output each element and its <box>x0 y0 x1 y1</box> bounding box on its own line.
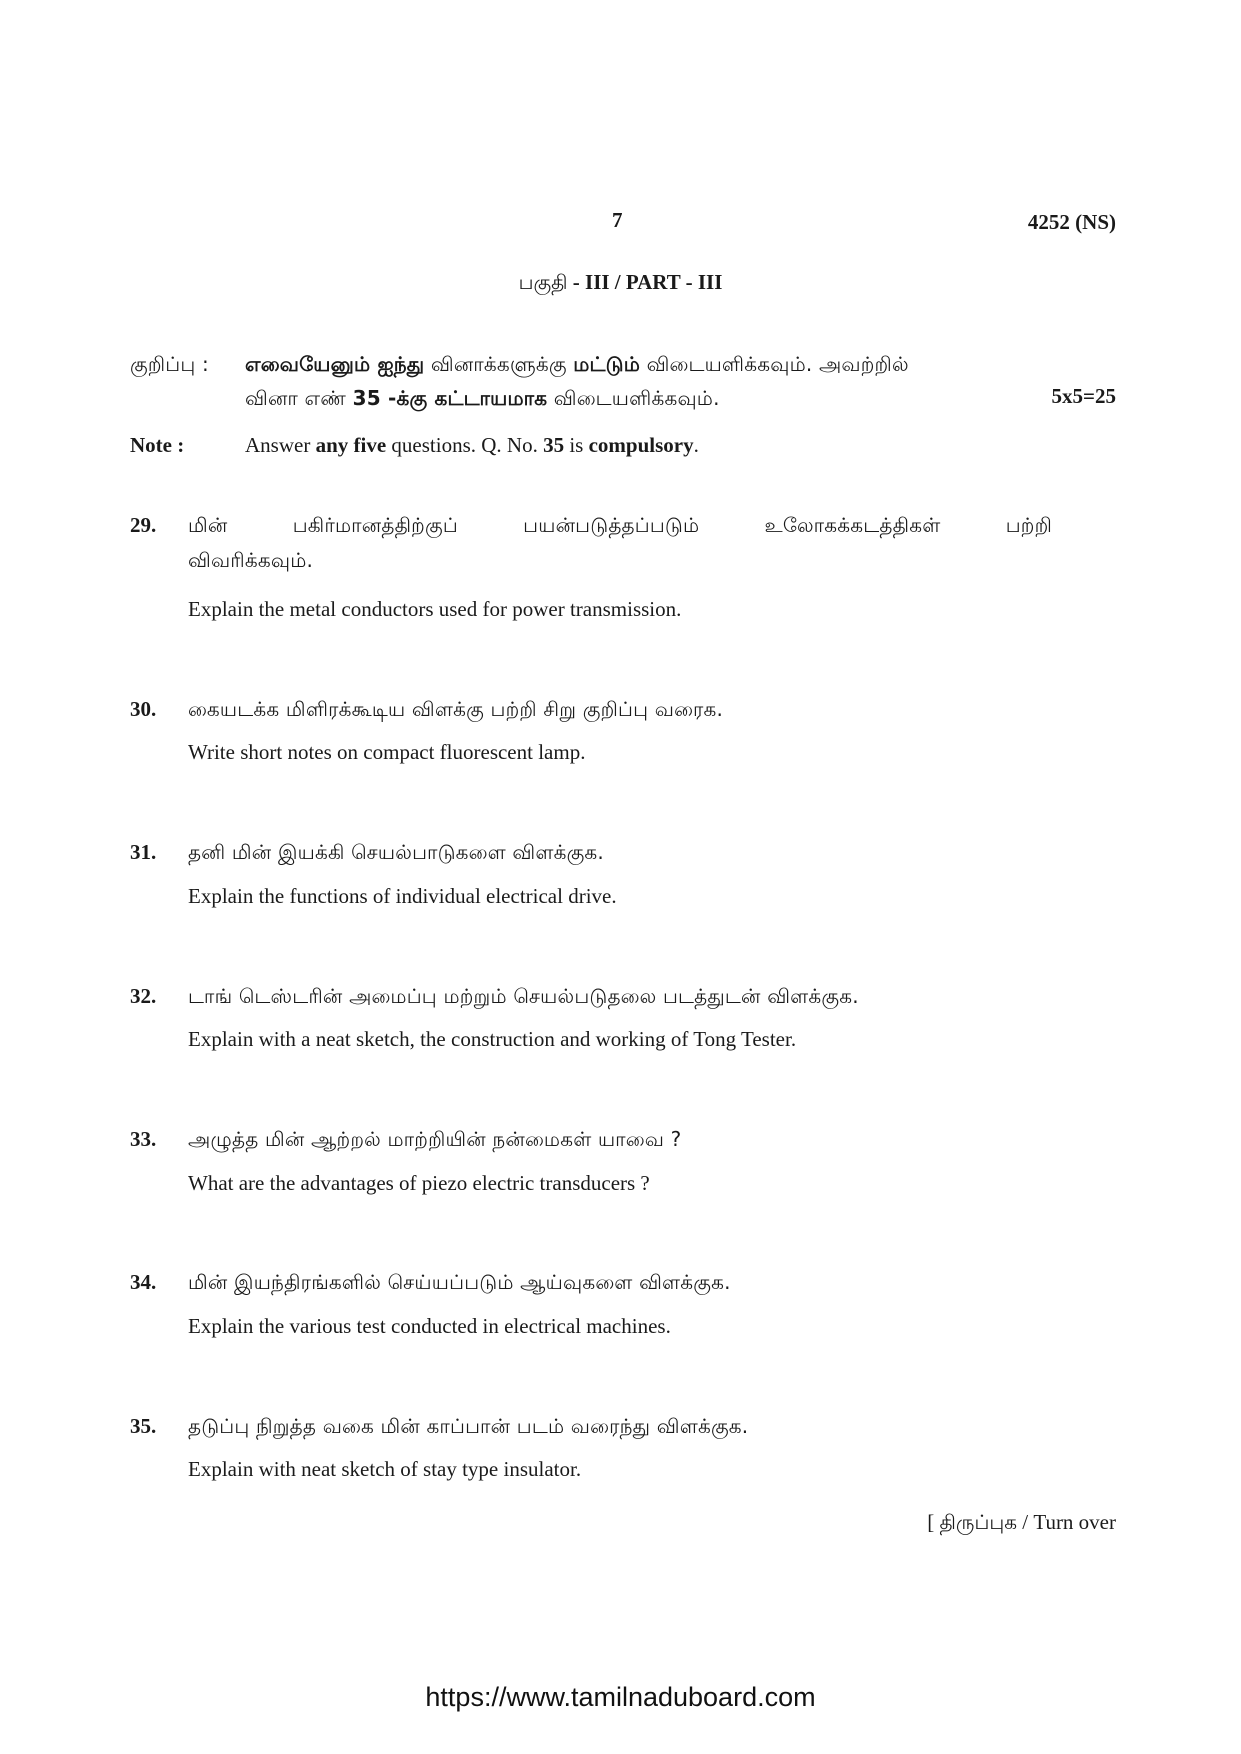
note-tamil-line1 <box>245 352 909 379</box>
turn-over-note <box>927 1510 1116 1537</box>
note-label-tamil: குறிப்பு : <box>130 352 209 376</box>
note-tamil-qno: வினா எண் <box>245 386 353 410</box>
question-35-english: Explain with neat sketch of stay type insulator. <box>188 1457 582 1481</box>
question-32-tamil: டாங் டெஸ்டரின் அமைப்பு மற்றும் செயல்படுதலை படத்துடன் விளக்குக. <box>188 984 859 1008</box>
question-number-30: 30. <box>130 697 157 721</box>
q29-word: மின் <box>188 513 228 537</box>
question-30-english: Write short notes on compact fluorescent lamp. <box>188 740 586 764</box>
part-heading-tamil: பகுதி <box>518 270 568 294</box>
note-tamil-text-a: வினாக்களுக்கு <box>424 352 574 376</box>
note-tamil-only: மட்டும் <box>573 352 641 376</box>
marks-scheme: 5x5=25 <box>1051 384 1116 408</box>
note-label-english: Note : <box>130 433 185 457</box>
question-34-english: Explain the various test conducted in electrical machines. <box>188 1314 671 1338</box>
paper-code: 4252 (NS) <box>1027 210 1116 234</box>
question-34-tamil: மின் இயந்திரங்களில் செய்யப்படும் ஆய்வுகளை விளக்குக. <box>188 1270 731 1294</box>
question-number-34: 34. <box>130 1270 157 1294</box>
q29-word: பயன்படுத்தப்படும் <box>523 513 700 537</box>
question-31-english: Explain the functions of individual electrical drive. <box>188 884 617 908</box>
question-number-31: 31. <box>130 840 157 864</box>
note-en-a: Answer <box>245 433 316 457</box>
note-en-d: . <box>693 433 699 457</box>
note-tamil-answer: விடையளிக்கவும். <box>547 386 720 410</box>
note-tamil-compulsory: 35 -க்கு கட்டாயமாக <box>352 386 548 410</box>
q29-word: பகிர்மானத்திற்குப் <box>292 513 458 537</box>
note-en-compulsory: compulsory <box>588 433 694 457</box>
note-en-b: questions. Q. No. <box>386 433 544 457</box>
turn-over-english: / Turn over <box>1017 1510 1116 1534</box>
question-number-33: 33. <box>130 1127 157 1151</box>
question-number-29: 29. <box>130 513 157 537</box>
question-number-35: 35. <box>130 1414 157 1438</box>
note-english <box>245 433 699 458</box>
note-en-c: is <box>564 433 589 457</box>
q29-word: உலோகக்கடத்திகள் <box>764 513 941 537</box>
question-35-tamil: தடுப்பு நிறுத்த வகை மின் காப்பான் படம் வரைந்து விளக்குக. <box>188 1414 749 1438</box>
question-33-english: What are the advantages of piezo electric transducers ? <box>188 1171 650 1195</box>
question-29-tamil-line1 <box>188 513 1052 540</box>
note-tamil-line2 <box>245 386 720 413</box>
turn-over-tamil: திருப்புக <box>939 1510 1018 1534</box>
question-33-tamil: அழுத்த மின் ஆற்றல் மாற்றியின் நன்மைகள் யாவை ? <box>188 1127 682 1151</box>
source-url: https://www.tamilnaduboard.com <box>425 1682 816 1712</box>
note-tamil-text-b: விடையளிக்கவும். அவற்றில் <box>640 352 909 376</box>
note-en-qno: 35 <box>543 433 565 457</box>
question-32-english: Explain with a neat sketch, the construction and working of Tong Tester. <box>188 1027 797 1051</box>
page-number: 7 <box>612 208 623 232</box>
note-tamil-any-five: எவையேனும் ஐந்து <box>245 352 425 376</box>
question-30-tamil: கையடக்க மிளிரக்கூடிய விளக்கு பற்றி சிறு குறிப்பு வரைக. <box>188 697 724 721</box>
part-heading-rest: - III / PART - III <box>572 270 723 294</box>
question-29-english: Explain the metal conductors used for power transmission. <box>188 597 682 621</box>
part-heading <box>0 270 1241 297</box>
turn-over-bracket: [ <box>927 1510 940 1534</box>
question-29-tamil-line2: விவரிக்கவும். <box>188 548 314 572</box>
question-31-tamil: தனி மின் இயக்கி செயல்பாடுகளை விளக்குக. <box>188 840 604 864</box>
question-number-32: 32. <box>130 984 157 1008</box>
note-en-any-five: any five <box>315 433 387 457</box>
q29-word: பற்றி <box>1005 513 1052 537</box>
